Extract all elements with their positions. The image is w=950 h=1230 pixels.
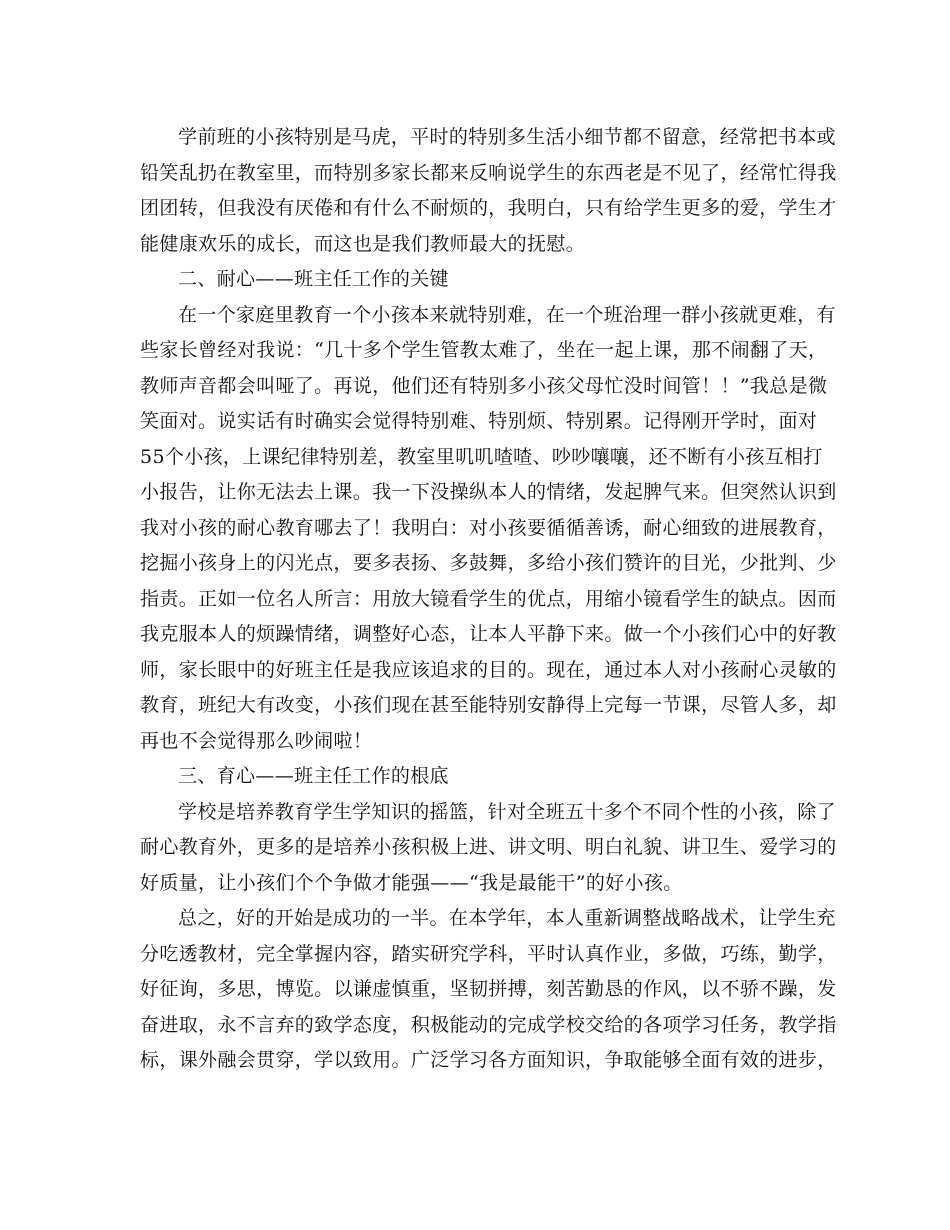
- paragraph-line: 学校是培养教育学生学知识的摇篮，针对全班五十多个不同个性的小孩，除了: [178, 800, 836, 823]
- section-heading-nurture: 三、育心——班主任工作的根底: [178, 765, 449, 787]
- paragraph-line: 再也不会觉得那么吵闹啦！: [140, 729, 373, 752]
- paragraph-line: 分吃透教材，完全掌握内容，踏实研究学科，平时认真作业，多做，巧练，勤学，: [140, 942, 837, 965]
- paragraph-line: 好征询，多思，博览。以谦虚慎重，坚韧拼搏，刻苦勤恳的作风，以不骄不躁，发: [140, 978, 837, 1000]
- paragraph-line: 标，课外融会贯穿，学以致用。广泛学习各方面知识，争取能够全面有效的进步，: [140, 1049, 837, 1071]
- paragraph-line: 团团转，但我没有厌倦和有什么不耐烦的，我明白，只有给学生更多的爱，学生才: [140, 197, 837, 219]
- paragraph-line: 耐心教育外，更多的是培养小孩积极上进、讲文明、明白礼貌、讲卫生、爱学习的: [140, 836, 837, 858]
- paragraph-line: 些家长曾经对我说：“几十多个学生管教太难了，坐在一起上课，那不闹翻了天，: [140, 339, 828, 361]
- paragraph-line: 能健康欢乐的成长，而这也是我们教师最大的抚慰。: [140, 232, 586, 255]
- section-heading-patience: 二、耐心——班主任工作的关键: [178, 268, 449, 290]
- paragraph-line: 指责。正如一位名人所言：用放大镜看学生的优点，用缩小镜看学生的缺点。因而: [140, 587, 837, 610]
- paragraph-line: 好质量，让小孩们个个争做才能强——“我是最能干”的好小孩。: [140, 871, 683, 894]
- paragraph-line: 奋进取，永不言弃的致学态度，积极能动的完成学校交给的各项学习任务，教学指: [140, 1013, 837, 1036]
- paragraph-line: 挖掘小孩身上的闪光点，要多表扬、多鼓舞，多给小孩们赞许的目光，少批判、少: [140, 552, 837, 574]
- paragraph-line: 55个小孩，上课纪律特别差，教室里叽叽喳喳、吵吵嚷嚷，还不断有小孩互相打: [140, 445, 823, 468]
- paragraph-line: 教育，班纪大有改变，小孩们现在甚至能特别安静得上完每一节课，尽管人多，却: [140, 694, 837, 716]
- paragraph-line: 学前班的小孩特别是马虎，平时的特别多生活小细节都不留意，经常把书本或: [178, 126, 836, 148]
- paragraph-line: 我克服本人的烦躁情绪，调整好心态，让本人平静下来。做一个小孩们心中的好教: [140, 623, 837, 645]
- paragraph-line: 教师声音都会叫哑了。再说，他们还有特别多小孩父母忙没时间管！！”我总是微: [140, 374, 828, 397]
- paragraph-line: 我对小孩的耐心教育哪去了！我明白：对小孩要循循善诱，耐心细致的进展教育，: [140, 516, 837, 539]
- paragraph-line: 师，家长眼中的好班主任是我应该追求的目的。现在，通过本人对小孩耐心灵敏的: [140, 658, 837, 681]
- document-body: [140, 120, 837, 1079]
- paragraph-line: 在一个家庭里教育一个小孩本来就特别难，在一个班治理一群小孩就更难，有: [178, 303, 836, 326]
- paragraph-line: 小报告，让你无法去上课。我一下没操纵本人的情绪，发起脾气来。但突然认识到: [140, 481, 837, 503]
- paragraph-line: 铅笑乱扔在教室里，而特别多家长都来反响说学生的东西老是不见了，经常忙得我: [140, 161, 837, 184]
- paragraph-line: 总之，好的开始是成功的一半。在本学年，本人重新调整战略战术，让学生充: [178, 907, 836, 929]
- paragraph-line: 笑面对。说实话有时确实会觉得特别难、特别烦、特别累。记得刚开学时，面对: [140, 410, 818, 432]
